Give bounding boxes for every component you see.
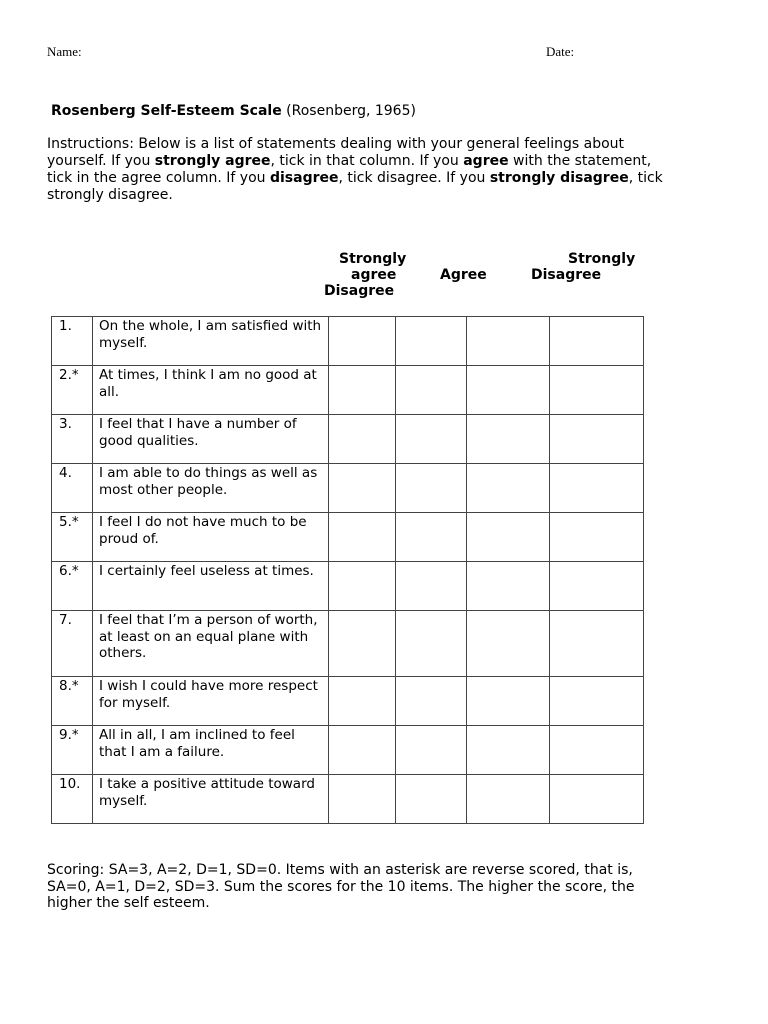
instructions bbox=[47, 136, 667, 204]
response-cell-disagree[interactable] bbox=[467, 513, 550, 562]
instructions-text-4: , tick disagree. If you bbox=[338, 170, 490, 186]
response-cell-strongly-disagree[interactable] bbox=[550, 513, 644, 562]
response-cell-agree[interactable] bbox=[396, 775, 467, 824]
date-label: Date: bbox=[546, 44, 575, 59]
instructions-text-3: with the statement, tick in the agree column. If you bbox=[47, 153, 652, 186]
response-cell-agree[interactable] bbox=[396, 415, 467, 464]
instructions-text-2: , tick in that column. If you bbox=[270, 153, 464, 169]
response-cell-agree[interactable] bbox=[396, 611, 467, 677]
response-cell-strongly-disagree[interactable] bbox=[550, 611, 644, 677]
table-row bbox=[52, 562, 644, 611]
response-cell-strongly-disagree[interactable] bbox=[550, 366, 644, 415]
item-number: 5.* bbox=[52, 513, 93, 562]
response-cell-strongly-agree[interactable] bbox=[329, 726, 396, 775]
item-number: 2.* bbox=[52, 366, 93, 415]
page-title bbox=[51, 103, 416, 119]
item-number: 3. bbox=[52, 415, 93, 464]
response-cell-agree[interactable] bbox=[396, 562, 467, 611]
response-cell-strongly-agree[interactable] bbox=[329, 677, 396, 726]
response-cell-disagree[interactable] bbox=[467, 366, 550, 415]
table-row bbox=[52, 464, 644, 513]
column-header-strongly-agree-line2: agree bbox=[351, 267, 397, 283]
response-cell-strongly-disagree[interactable] bbox=[550, 317, 644, 366]
response-cell-disagree[interactable] bbox=[467, 562, 550, 611]
instructions-strongly-disagree: strongly disagree bbox=[489, 170, 629, 186]
response-cell-agree[interactable] bbox=[396, 513, 467, 562]
item-statement: All in all, I am inclined to feel that I am a failure. bbox=[93, 726, 329, 775]
column-header-agree: Agree bbox=[440, 267, 487, 283]
response-cell-disagree[interactable] bbox=[467, 317, 550, 366]
item-number: 6.* bbox=[52, 562, 93, 611]
table-row bbox=[52, 415, 644, 464]
table-row bbox=[52, 677, 644, 726]
response-cell-disagree[interactable] bbox=[467, 677, 550, 726]
response-cell-disagree[interactable] bbox=[467, 775, 550, 824]
item-statement: I take a positive attitude toward myself. bbox=[93, 775, 329, 824]
response-cell-strongly-disagree[interactable] bbox=[550, 415, 644, 464]
scale-title: Rosenberg Self-Esteem Scale bbox=[51, 103, 282, 119]
response-cell-disagree[interactable] bbox=[467, 464, 550, 513]
item-number: 7. bbox=[52, 611, 93, 677]
item-statement: I wish I could have more respect for myself. bbox=[93, 677, 329, 726]
citation: (Rosenberg, 1965) bbox=[281, 103, 416, 119]
response-cell-strongly-agree[interactable] bbox=[329, 562, 396, 611]
item-statement: At times, I think I am no good at all. bbox=[93, 366, 329, 415]
response-cell-strongly-disagree[interactable] bbox=[550, 775, 644, 824]
instructions-strongly-agree: strongly agree bbox=[154, 153, 271, 169]
item-statement: On the whole, I am satisfied with myself. bbox=[93, 317, 329, 366]
item-number: 10. bbox=[52, 775, 93, 824]
instructions-text-5: , tick strongly disagree. bbox=[47, 170, 663, 203]
table-row bbox=[52, 775, 644, 824]
response-cell-strongly-agree[interactable] bbox=[329, 513, 396, 562]
response-cell-agree[interactable] bbox=[396, 317, 467, 366]
item-number: 8.* bbox=[52, 677, 93, 726]
item-statement: I feel I do not have much to be proud of. bbox=[93, 513, 329, 562]
table-row bbox=[52, 726, 644, 775]
response-cell-agree[interactable] bbox=[396, 366, 467, 415]
item-statement: I certainly feel useless at times. bbox=[93, 562, 329, 611]
response-cell-disagree[interactable] bbox=[467, 726, 550, 775]
response-cell-strongly-disagree[interactable] bbox=[550, 726, 644, 775]
item-number: 4. bbox=[52, 464, 93, 513]
table-row bbox=[52, 513, 644, 562]
response-cell-agree[interactable] bbox=[396, 726, 467, 775]
instructions-disagree: disagree bbox=[269, 170, 339, 186]
response-cell-agree[interactable] bbox=[396, 677, 467, 726]
column-header-strongly-agree-line1: Strongly bbox=[339, 251, 407, 267]
instructions-text-1: Instructions: Below is a list of statements dealing with your general feelings about yourself. If you bbox=[47, 136, 625, 169]
response-cell-strongly-agree[interactable] bbox=[329, 317, 396, 366]
item-number: 9.* bbox=[52, 726, 93, 775]
response-cell-strongly-agree[interactable] bbox=[329, 366, 396, 415]
scale-table-body bbox=[52, 317, 644, 824]
item-statement: I feel that I’m a person of worth, at least on an equal plane with others. bbox=[93, 611, 329, 677]
name-label: Name: bbox=[47, 44, 82, 59]
response-cell-strongly-agree[interactable] bbox=[329, 611, 396, 677]
item-statement: I feel that I have a number of good qualities. bbox=[93, 415, 329, 464]
response-cell-strongly-disagree[interactable] bbox=[550, 562, 644, 611]
response-cell-disagree[interactable] bbox=[467, 415, 550, 464]
table-row bbox=[52, 366, 644, 415]
response-cell-strongly-agree[interactable] bbox=[329, 775, 396, 824]
response-cell-disagree[interactable] bbox=[467, 611, 550, 677]
response-cell-strongly-agree[interactable] bbox=[329, 464, 396, 513]
column-header-strongly-disagree-line1: Strongly bbox=[568, 251, 636, 267]
column-header-strongly-disagree-line2: Disagree bbox=[531, 267, 602, 283]
table-row bbox=[52, 611, 644, 677]
response-cell-strongly-disagree[interactable] bbox=[550, 677, 644, 726]
column-header-disagree: Disagree bbox=[324, 283, 395, 299]
instructions-agree: agree bbox=[463, 153, 509, 169]
response-cell-strongly-disagree[interactable] bbox=[550, 464, 644, 513]
table-row bbox=[52, 317, 644, 366]
response-cell-agree[interactable] bbox=[396, 464, 467, 513]
item-statement: I am able to do things as well as most other people. bbox=[93, 464, 329, 513]
item-number: 1. bbox=[52, 317, 93, 366]
scale-table bbox=[51, 316, 644, 824]
scoring-note: Scoring: SA=3, A=2, D=1, SD=0. Items with an asterisk are reverse scored, that is, SA=0, A=1, D=2, SD=3. Sum the scores for the 10 items. The higher the score, the higher the self esteem. bbox=[47, 862, 635, 911]
response-cell-strongly-agree[interactable] bbox=[329, 415, 396, 464]
